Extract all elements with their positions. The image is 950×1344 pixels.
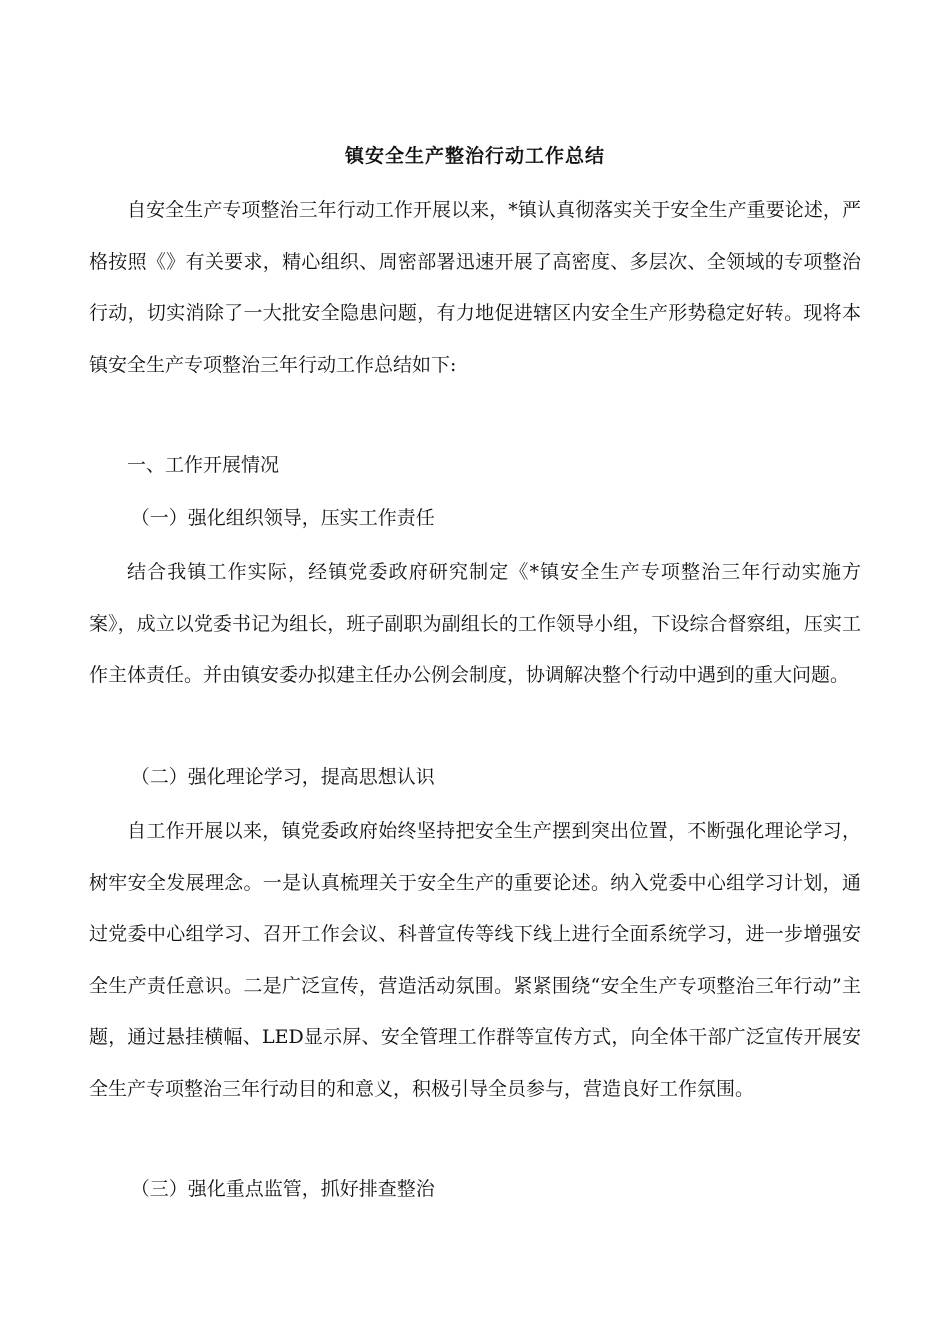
- body-paragraph: 结合我镇工作实际，经镇党委政府研究制定《*镇安全生产专项整治三年行动实施方案》，成立以党委书记为组长，班子副职为副组长的工作领导小组，下设综合督察组，压实工作主体责任。并由镇安委办拟建主任办公例会制度，协调解决整个行动中遇到的重大问题。: [89, 561, 861, 686]
- subsection-heading: （三）强化重点监管，抓好排查整治: [130, 1178, 435, 1200]
- body-paragraph: 自工作开展以来，镇党委政府始终坚持把安全生产摆到突出位置，不断强化理论学习，树牢安全发展理念。一是认真梳理关于安全生产的重要论述。纳入党委中心组学习计划，通过党委中心组学习、召开工作会议、科普宣传等线下线上进行全面系统学习，进一步增强安全生产责任意识。二是广泛宣传，营造活动氛围。紧紧围绕“安全生产专项整治三年行动”主题，通过悬挂横幅、LED显示屏、安全管理工作群等宣传方式，向全体干部广泛宣传开展安全生产专项整治三年行动目的和意义，积极引导全员参与，营造良好工作氛围。: [89, 820, 861, 1100]
- subsection-heading: （二）强化理论学习，提高思想认识: [130, 766, 435, 788]
- section-heading: 一、工作开展情况: [127, 454, 280, 476]
- subsection-heading: （一）强化组织领导，压实工作责任: [130, 507, 435, 529]
- document-title: 镇安全生产整治行动工作总结: [344, 145, 605, 167]
- intro-paragraph: 自安全生产专项整治三年行动工作开展以来，*镇认真彻落实关于安全生产重要论述，严格按照《》有关要求，精心组织、周密部署迅速开展了高密度、多层次、全领域的专项整治行动，切实消除了一大批安全隐患问题，有力地促进辖区内安全生产形势稳定好转。现将本镇安全生产专项整治三年行动工作总结如下:: [89, 199, 861, 376]
